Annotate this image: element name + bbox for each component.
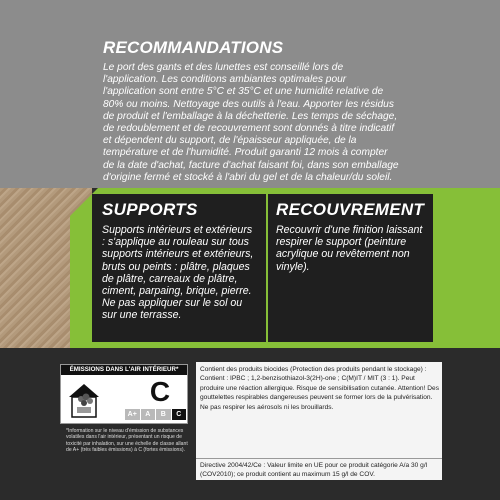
emission-note: *Information sur le niveau d'émission de substances volatiles dans l'air intérieur, présentant un risque de toxicité par inhalation, sur une échelle de classe allant de A+ (très faibles émissions) à C (fortes émissions). [66,428,188,454]
emission-grade: C [149,376,171,407]
supports-text: Supports intérieurs et extérieurs : s'applique au rouleau sur tous supports intérieurs et extérieurs, bruts ou peints : plâtre, plaques de plâtre, carreaux de plâtre, ciment, parpaing, brique, pierre. Ne pas appliquer sur le sol ou sur une terrasse. [102,224,254,322]
scale-c: C [172,409,187,420]
recommendations-panel [0,0,500,188]
house-icon [67,379,101,419]
info-box [196,362,442,480]
emission-header: ÉMISSIONS DANS L'AIR INTÉRIEUR* [61,365,187,375]
recouvrement-text: Recouvrir d'une finition laissant respirer le support (peinture acrylique ou revêtement non vinyle). [276,224,423,273]
scale-b: B [156,409,171,420]
emission-label [60,364,188,424]
directive-text: Directive 2004/42/Ce : Valeur limite en UE pour ce produit catégorie A/a 30 g/l (COV2010); ce produit contient au maximum 15 g/l de COV. [200,462,428,479]
supports-box [92,194,266,342]
supports-title: SUPPORTS [102,200,198,219]
info-divider [196,458,442,459]
scale-a-plus: A+ [125,409,140,420]
recouvrement-box [268,194,433,342]
recommendations-text: Le port des gants et des lunettes est conseillé lors de l'application. Les conditions ambiantes optimales pour l'application sont entre 5°C et 35°C et une humidité relative de 80% ou moins. Nettoyage des outils à l'eau. Apporter les résidus de produit et l'emballage à la déchetterie. Les temps de séchage, de redoublement et de recouvrement sont donnés à titre indicatif et dépendent du support, de l'épaisseur appliquée, de la température et de l'humidité. Produit garanti 12 mois à compter de la date d'achat, facture d'achat faisant foi, dans son emballage d'origine fermé et stocké à l'abri du gel et de la chaleur/du soleil. [103,62,399,183]
recouvrement-title: RECOUVREMENT [276,200,425,219]
biocide-text: Contient des produits biocides (Protection des produits pendant le stockage) : Contient : IPBC ; 1,2-benzisothiazol-3(2H)-one ; C(M)IT / MIT (3 : 1). Peut produire une réaction allergique. Risque de sensibilisation cutanée. Attention! Des gouttelettes respirables dangereuses peuvent se former lors de la pulvérisation. Ne pas respirer les aérosols ni les brouillards. [200,366,439,411]
emission-scale [125,409,187,420]
scale-a: A [141,409,156,420]
recommendations-title: RECOMMANDATIONS [103,38,284,57]
